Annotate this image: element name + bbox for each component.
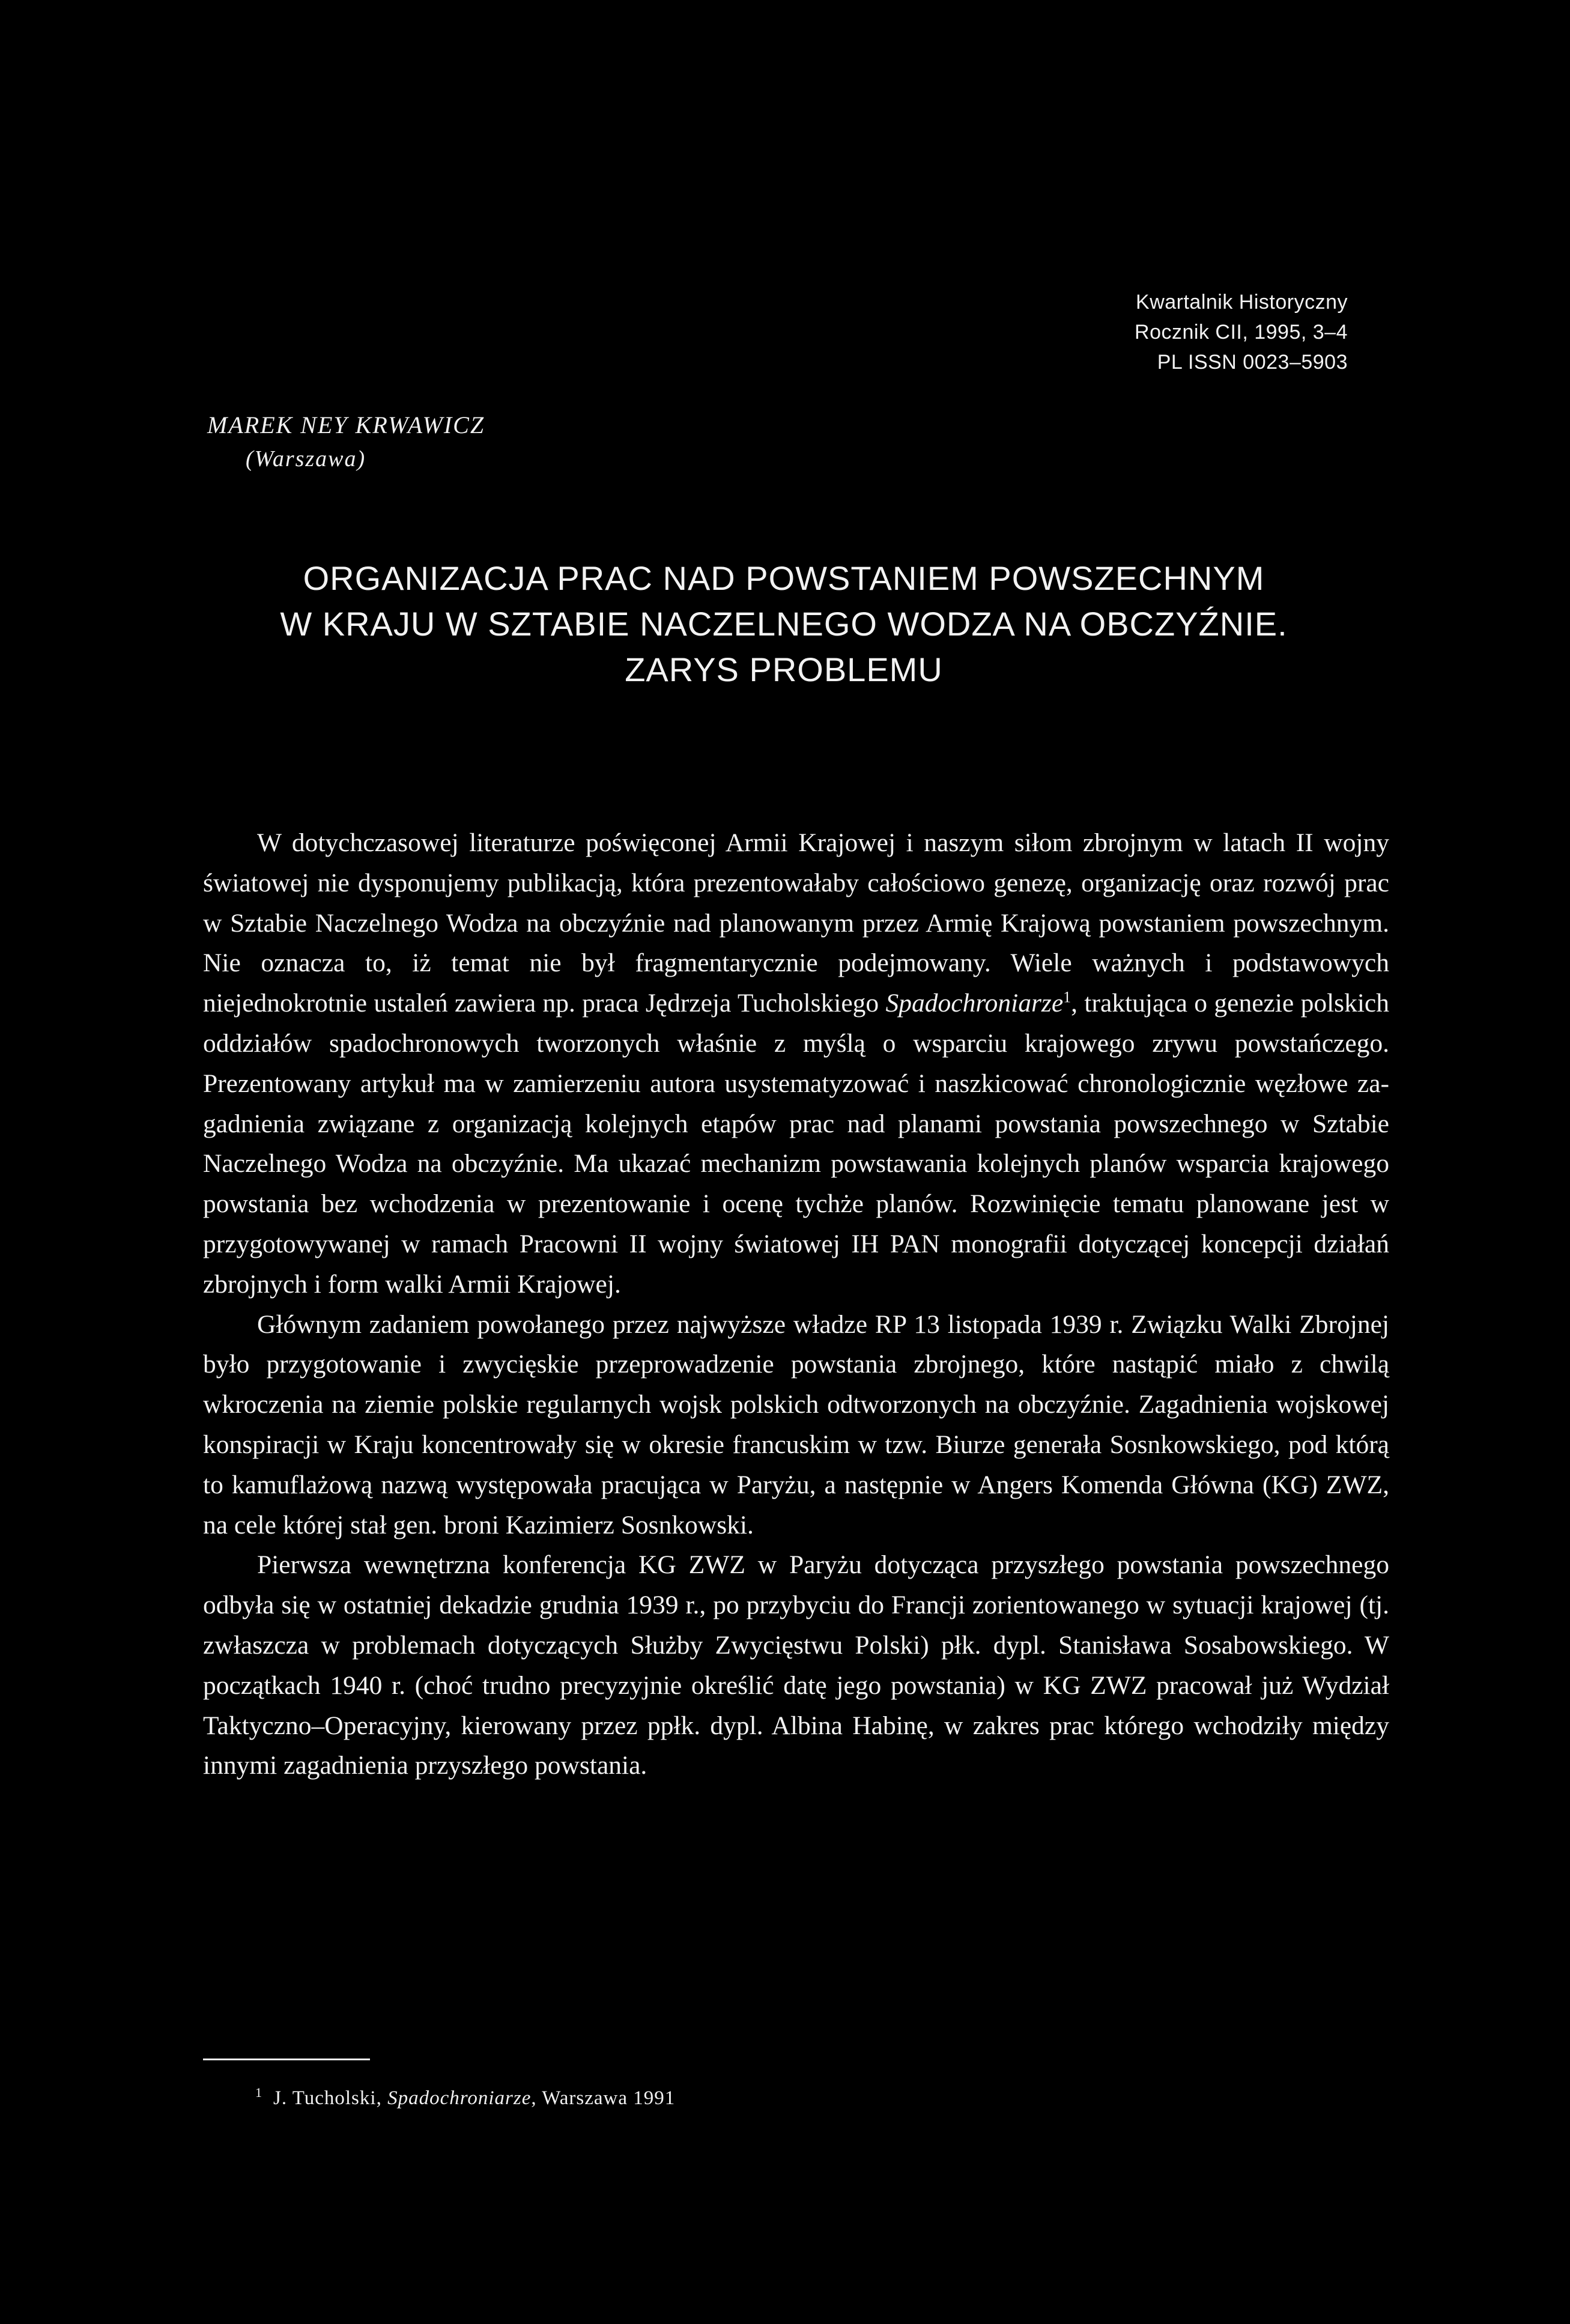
title-line-2: W KRAJU W SZTABIE NACZELNEGO WODZA NA OBCZYŹNIE. — [280, 605, 1288, 643]
paragraph-2: Głównym zadaniem powołanego przez najwyższe władze RP 13 listopada 1939 r. Związku Walki Zbrojnej było przygotowanie i zwycięskie przeprowadzenie powstania zbrojnego, które nastąpić miało z chwilą wkroczenia na ziemie polskie regularnych wojsk polskich odtworzonych na obczyźnie. Zagadnienia wojskowej konspiracji w Kraju koncentrowały się w okresie francuskim w tzw. Biurze generała Sosnkowskiego, pod którą to kamuflażową nazwą występowała pracująca w Paryżu, a następnie w Angers Komenda Główna (KG) ZWZ, na cele której stał gen. broni Kazimierz Sosnkowski. — [203, 1309, 1389, 1540]
article-body — [203, 823, 1389, 1786]
footnote-reference[interactable]: 1 — [1063, 988, 1071, 1006]
author-block — [207, 408, 485, 476]
footnote-divider — [203, 2059, 370, 2060]
journal-name: Kwartalnik Historyczny — [1136, 291, 1348, 314]
paragraph-1-part-a: W dotychczasowej literaturze poświęconej Armii Krajowej i naszym siłom zbrojnym w latach II wojny światowej nie dysponujemy publikacją, która prezentowałaby całościowo genezę, organizację oraz rozwój prac w Sztabie Naczelnego Wodza na obczyźnie nad planowanym przez Armię Krajową powstaniem powszechnym. Nie oznacza to, iż temat nie był fragmentarycznie podejmowany. Wiele ważnych i podstawowych niejednokrotnie ustaleń zawiera np. praca Jędrzeja Tucholskiego — [203, 828, 1389, 1018]
journal-issn: PL ISSN 0023–5903 — [1157, 351, 1348, 374]
footnote-book-title: Spadochroniarze — [387, 2087, 532, 2109]
journal-masthead — [1135, 287, 1348, 377]
paragraph-3: Pierwsza wewnętrzna konferencja KG ZWZ w Paryżu dotycząca przyszłego powstania powszechnego odbyła się w ostatniej dekadzie grudnia 1939 r., po przybyciu do Francji zorientowanego w sytuacji krajowej (tj. zwłaszcza w problemach dotyczących Służby Zwycięstwu Polski) płk. dypl. Stanisława Sosabowskiego. W początkach 1940 r. (choć trudno precyzyjnie określić datę jego powstania) w KG ZWZ pracował już Wydział Taktyczno–Operacyjny, kierowany przez ppłk. dypl. Albina Habinę, w zakres prac którego wchodziły między innymi zagadnienia przyszłego powstania. — [203, 1550, 1389, 1780]
footnote-mark: 1 — [255, 2085, 262, 2100]
author-name: MAREK NEY KRWAWICZ — [207, 411, 485, 438]
cited-book-title: Spadochroniarze — [885, 989, 1064, 1018]
footnote-details: , Warszawa 1991 — [531, 2087, 676, 2109]
title-line-1: ORGANIZACJA PRAC NAD POWSTANIEM POWSZECHNYM — [303, 559, 1265, 597]
journal-volume: Rocznik CII, 1995, 3–4 — [1135, 321, 1348, 344]
footnote — [255, 2080, 675, 2111]
footnote-author: J. Tucholski, — [273, 2087, 388, 2109]
paragraph-1-part-b: , traktująca o genezie polskich oddziałów spadochronowych tworzonych właśnie z myślą o wsparciu krajowego zrywu powstańczego. Prezentowany artykuł ma w zamierzeniu autora usystematyzować i naszkicować chronologicznie węzłowe zagadnienia związane z organizacją kolejnych etapów prac nad planami powstania powszechnego w Sztabie Naczelnego Wodza na obczyźnie. Ma ukazać mechanizm powstawania kolejnych planów wsparcia krajowego powstania bez wchodzenia w prezentowanie i ocenę tychże planów. Rozwinięcie tematu planowane jest w przygotowywanej w ramach Pracowni II wojny światowej IH PAN monografii dotyczącej koncepcji działań zbrojnych i form walki Armii Krajowej. — [203, 989, 1389, 1299]
paragraph-1 — [203, 823, 1389, 1305]
title-line-3: ZARYS PROBLEMU — [625, 651, 943, 688]
author-affiliation: (Warszawa) — [246, 446, 366, 472]
article-title — [180, 556, 1387, 693]
